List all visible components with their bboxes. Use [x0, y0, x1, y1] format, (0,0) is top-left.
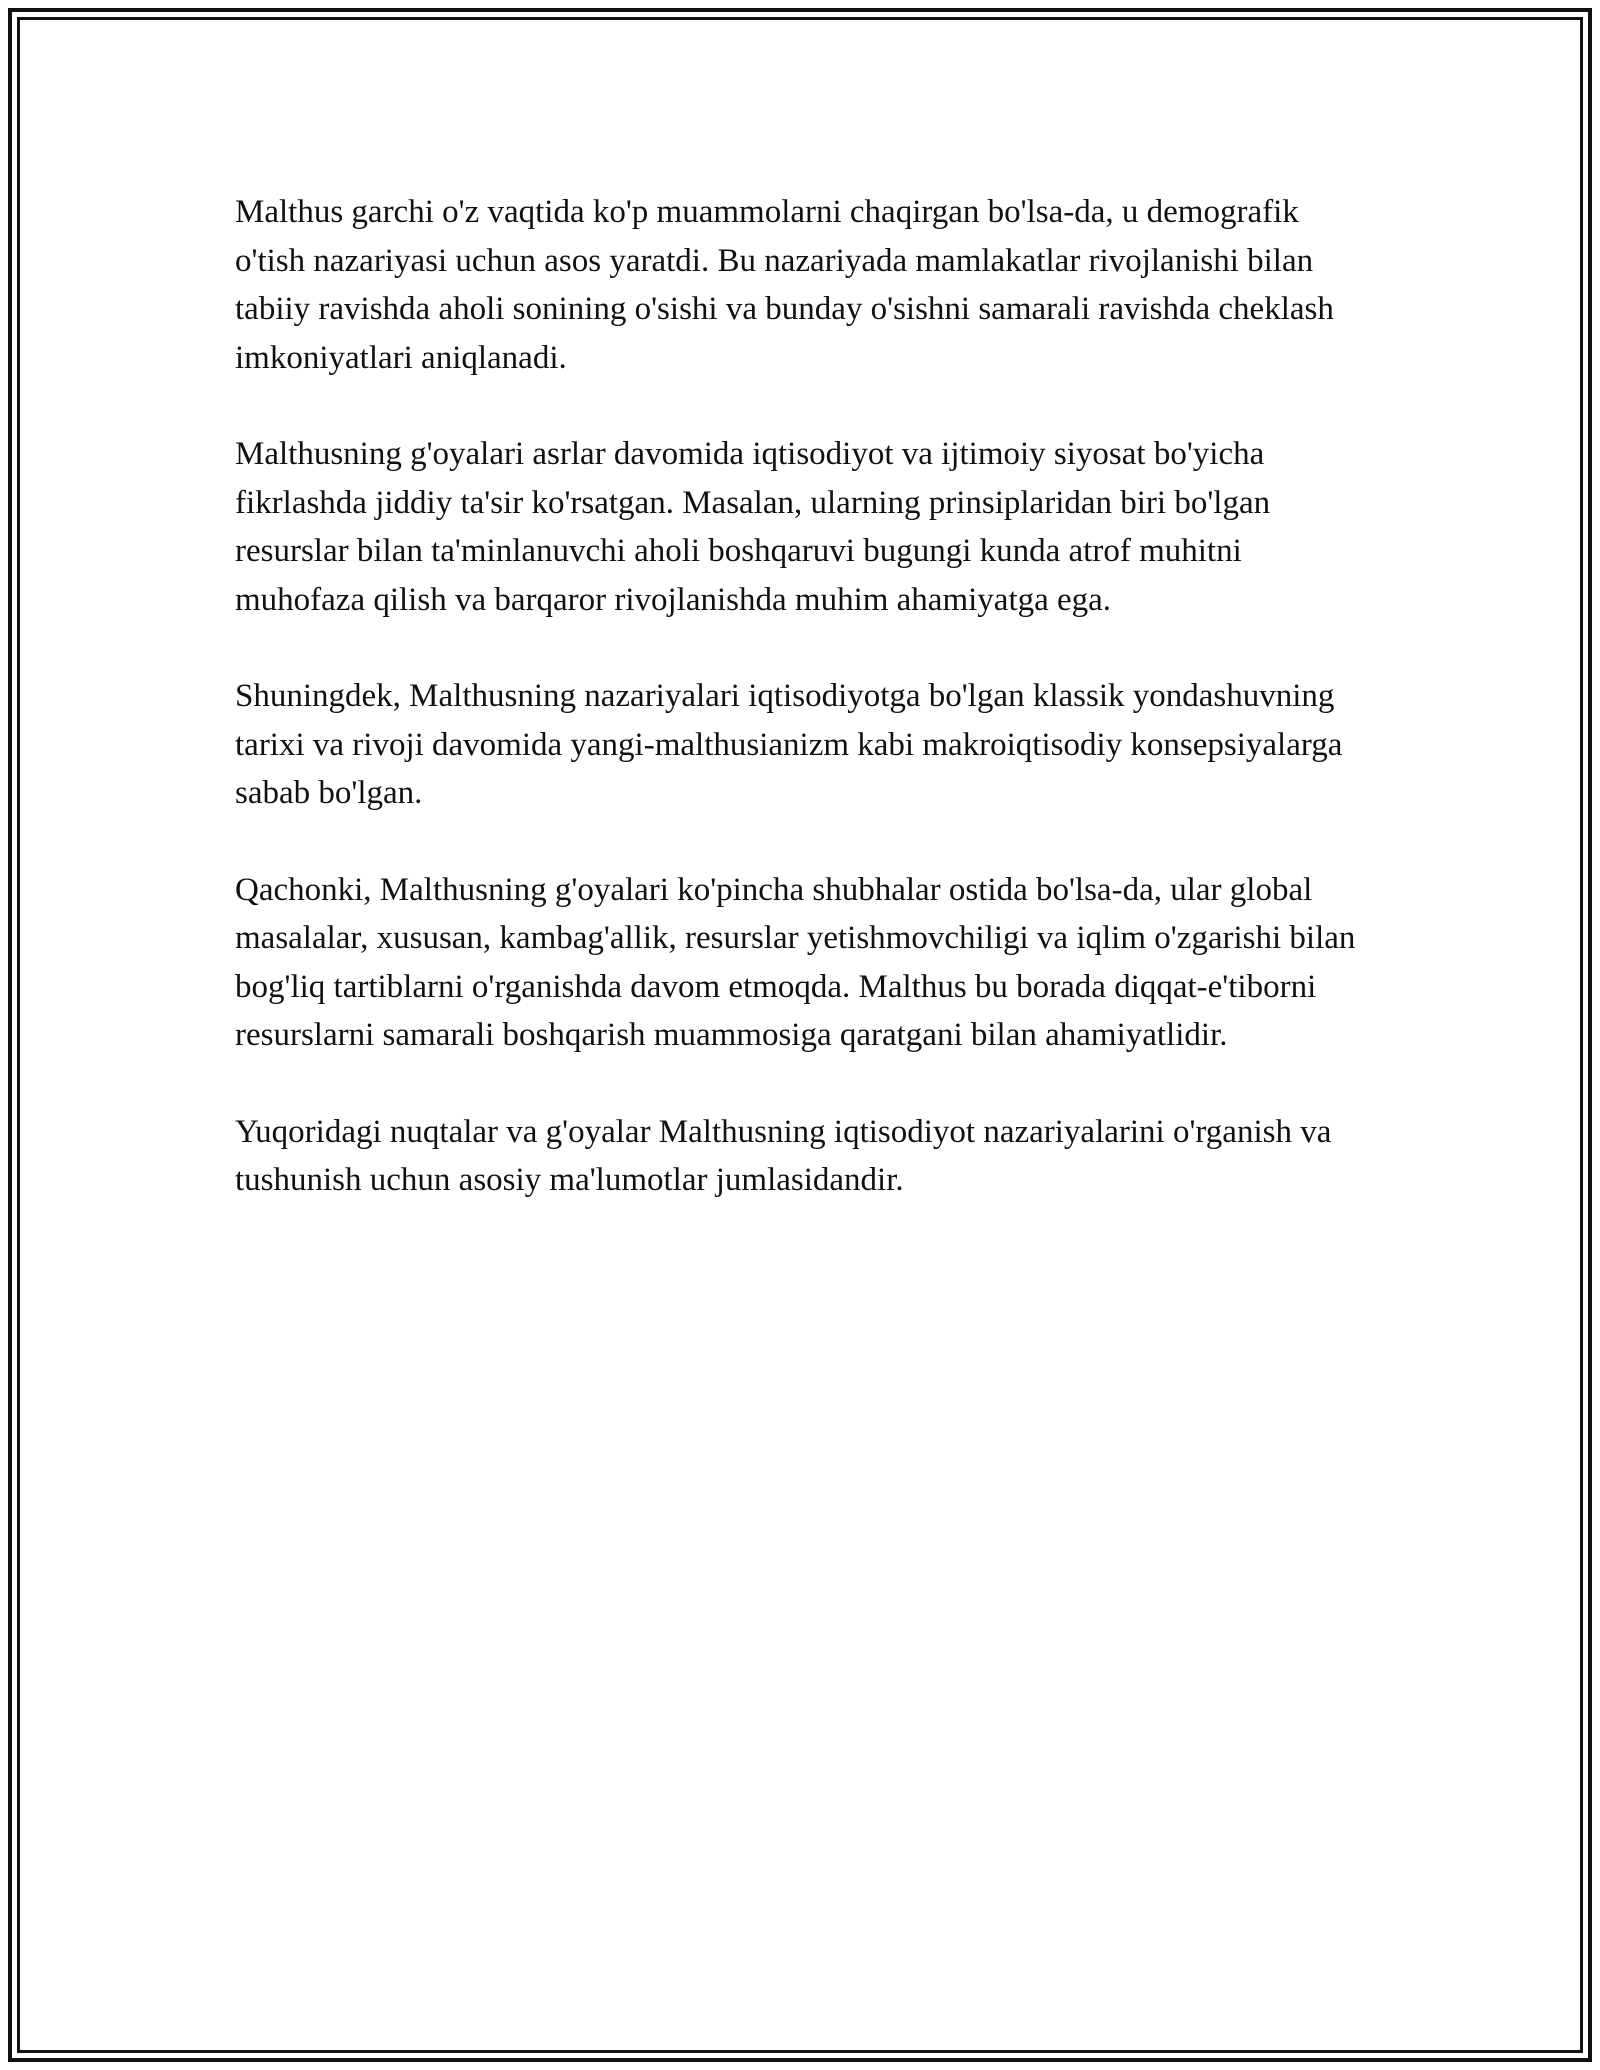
- paragraph: Shuningdek, Malthusning nazariyalari iqtisodiyotga bo'lgan klassik yondashuvning tarixi va rivoji davomida yangi-malthusianizm kabi makroiqtisodiy konsepsiyalarga sabab bo'lgan.: [235, 678, 1343, 811]
- document-body: [235, 188, 1365, 1253]
- paragraph: Malthusning g'oyalari asrlar davomida iqtisodiyot va ijtimoiy siyosat bo'yicha fikrlashda jiddiy ta'sir ko'rsatgan. Masalan, ularning prinsiplaridan biri bo'lgan resurslar bilan ta'minlanuvchi aholi boshqaruvi bugungi kunda atrof muhitni muhofaza qilish va barqaror rivojlanishda muhim ahamiyatga ega.: [235, 436, 1271, 618]
- paragraph: Malthus garchi o'z vaqtida ko'p muammolarni chaqirgan bo'lsa-da, u demografik o'tish nazariyasi uchun asos yaratdi. Bu nazariyada mamlakatlar rivojlanishi bilan tabiiy ravishda aholi sonining o'sishi va bunday o'sishni samarali ravishda cheklash imkoniyatlari aniqlanadi.: [235, 194, 1334, 376]
- paragraph: Qachonki, Malthusning g'oyalari ko'pincha shubhalar ostida bo'lsa-da, ular global masalalar, xususan, kambag'allik, resurslar yetishmovchiligi va iqlim o'zgarishi bilan bog'liq tartiblarni o'rganishda davom etmoqda. Malthus bu borada diqqat-e'tiborni resurslarni samarali boshqarish muammosiga qaratgani bilan ahamiyatlidir.: [235, 871, 1356, 1053]
- paragraph: Yuqoridagi nuqtalar va g'oyalar Malthusning iqtisodiyot nazariyalarini o'rganish va tushunish uchun asosiy ma'lumotlar jumlasidandir.: [235, 1113, 1332, 1198]
